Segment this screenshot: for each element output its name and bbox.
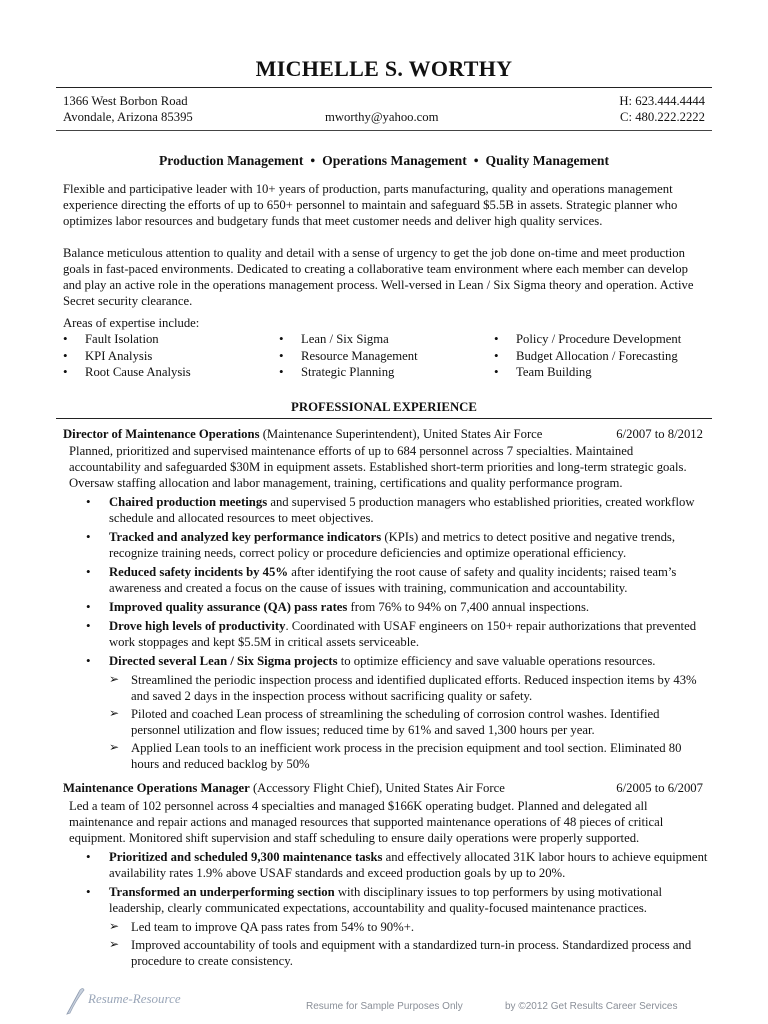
job-1-bullet — [85, 599, 708, 615]
arrow-right-icon: ➢ — [109, 937, 120, 951]
job-2-bullets — [85, 849, 708, 971]
bullet-text: from 76% to 94% on 7,400 annual inspections. — [347, 600, 590, 614]
expertise-item: • KPI Analysis — [63, 348, 191, 365]
job-1-header — [63, 426, 703, 442]
phone-home: H: 623.444.4444 — [619, 94, 705, 108]
phone-cell: C: 480.222.2222 — [620, 110, 705, 124]
section-rule — [56, 418, 712, 419]
expertise-item: • Lean / Six Sigma — [279, 331, 418, 348]
bullet-lead: Prioritized and scheduled 9,300 maintenance tasks — [109, 850, 383, 864]
headline-item-2: Operations Management — [322, 153, 467, 168]
sub-item-text: Led team to improve QA pass rates from 54% to 90%+. — [131, 920, 415, 934]
sub-item-text: Streamlined the periodic inspection process and identified duplicated efforts. Reduced inspection items by 43% and saved 2 days in the inspection process without sacrificing quality or safety. — [131, 673, 697, 703]
summary-paragraph-1 — [63, 181, 708, 229]
candidate-name: MICHELLE S. WORTHY — [255, 56, 513, 81]
headline-separator: • — [310, 153, 316, 168]
job-1-title: Director of Maintenance Operations — [63, 427, 260, 441]
bullet-lead: Drove high levels of productivity — [109, 619, 286, 633]
address-line2: Avondale, Arizona 85395 — [63, 110, 193, 124]
expertise-label: Areas of expertise include: — [63, 316, 200, 330]
phones — [619, 93, 705, 125]
job-1-summary: Planned, prioritized and supervised maintenance efforts of up to 684 personnel across 7 specialties. Maintained accountability and safeguarded $30M in equipment assets. Established short-term priorities and long-term strategic goals. Oversaw staffing allocation and labor management, training, certifications and quality performance program. — [69, 444, 687, 490]
bullet-lead: Chaired production meetings — [109, 495, 268, 509]
job-2-title: Maintenance Operations Manager — [63, 781, 250, 795]
headline-item-1: Production Management — [159, 153, 304, 168]
job-1-bullet — [85, 618, 708, 650]
logo-text: Resume-Resource — [88, 991, 181, 1006]
bullet-lead: Improved quality assurance (QA) pass rates — [109, 600, 348, 614]
footer-copyright: by ©2012 Get Results Career Services — [505, 1001, 678, 1012]
email[interactable]: mworthy@yahoo.com — [325, 110, 439, 124]
expertise-item: • Strategic Planning — [279, 364, 418, 381]
bullet-text: (KPIs) and metrics to detect positive and negative trends, recognize training needs, correct policy or procedure deficiencies and optimize operational efficiency. — [109, 530, 676, 560]
expertise-column-1 — [63, 331, 191, 381]
bullet-lead: Directed several Lean / Six Sigma projects — [109, 654, 338, 668]
bullet-text: after identifying the root cause of safety and quality incidents; raised team’s awareness and created a focus on the cause of issues with training, communication and accountability. — [109, 565, 677, 595]
headline-separator: • — [473, 153, 479, 168]
resume-resource-logo — [64, 986, 204, 1016]
bullet-text: and effectively allocated 31K labor hours to achieve equipment availability rates 1.9% above USAF standards and exceed production goals by up to 20%. — [109, 850, 708, 880]
page-footer — [0, 991, 768, 1018]
job-1-employer: (Maintenance Superintendent), United States Air Force — [259, 427, 543, 441]
sub-item-text: Piloted and coached Lean process of streamlining the scheduling of corrosion control washes. Identified personnel utilization and flow issues; reduced time by 61% and saved 1,300 hours per year. — [131, 707, 660, 737]
job-2-dates: 6/2005 to 6/2007 — [616, 781, 703, 795]
headline-item-3: Quality Management — [485, 153, 609, 168]
job-2-sub-item — [85, 919, 708, 935]
job-1-sub-item — [85, 740, 708, 772]
expertise-item: • Fault Isolation — [63, 331, 191, 348]
sub-item-text: Applied Lean tools to an inefficient work process in the precision equipment and tool section. Eliminated 80 hours and reduced backlog by 50% — [131, 741, 682, 771]
job-1-bullet — [85, 653, 708, 669]
job-2-employer: (Accessory Flight Chief), United States Air Force — [249, 781, 505, 795]
header-rule-bottom — [56, 130, 712, 131]
contact-block — [63, 93, 705, 127]
job-1-sub-item — [85, 706, 708, 738]
bullet-text: . Coordinated with USAF engineers on 150+ repair authorizations that prevented work stoppages and kept $5.5M in critical assets serviceable. — [109, 619, 697, 649]
expertise-column-2 — [279, 331, 418, 381]
expertise-item: • Budget Allocation / Forecasting — [494, 348, 681, 365]
arrow-right-icon: ➢ — [109, 740, 120, 754]
bullet-lead: Transformed an underperforming section — [109, 885, 335, 899]
bullet-text: with disciplinary issues to top performers by using motivational leadership, clearly communicated expectations, accountability and quality-focused maintenance practices. — [109, 885, 663, 915]
job-2-header — [63, 780, 703, 796]
job-2-summary: Led a team of 102 personnel across 4 specialties and managed $166K operating budget. Planned and delegated all maintenance and repair actions and managed resources that supported maintenance operations of 48 pieces of critical equipment. Monitored shift supervision and staff scheduling to ensure daily operations were properly supported. — [69, 799, 664, 845]
job-1-dates: 6/2007 to 8/2012 — [616, 427, 703, 441]
arrow-right-icon: ➢ — [109, 706, 120, 720]
job-1-bullet — [85, 564, 708, 596]
summary-paragraph-2 — [63, 245, 708, 309]
job-2-bullet — [85, 884, 708, 916]
job-1-bullets — [85, 494, 708, 774]
section-title-experience: PROFESSIONAL EXPERIENCE — [291, 400, 477, 414]
bullet-text: to optimize efficiency and save valuable operations resources. — [337, 654, 656, 668]
job-2-bullet — [85, 849, 708, 881]
expertise-item: • Root Cause Analysis — [63, 364, 191, 381]
header-rule-top — [56, 87, 712, 88]
arrow-right-icon: ➢ — [109, 919, 120, 933]
job-1-bullet — [85, 494, 708, 526]
address — [63, 93, 193, 125]
headline — [0, 153, 768, 169]
bullet-lead: Tracked and analyzed key performance indicators — [109, 530, 382, 544]
expertise-item: • Policy / Procedure Development — [494, 331, 681, 348]
expertise-item: • Team Building — [494, 364, 681, 381]
expertise-item: • Resource Management — [279, 348, 418, 365]
quill-pen-icon — [64, 986, 86, 1016]
expertise-column-3 — [494, 331, 681, 381]
bullet-text: and supervised 5 production managers who established priorities, created workflow schedule and allocated resources to meet objectives. — [109, 495, 695, 525]
arrow-right-icon: ➢ — [109, 672, 120, 686]
job-1-bullet — [85, 529, 708, 561]
footer-disclaimer: Resume for Sample Purposes Only — [306, 1001, 463, 1012]
job-2-sub-item — [85, 937, 708, 969]
summary-text-1: Flexible and participative leader with 10+ years of production, parts manufacturing, quality and operations management experience directing the efforts of up to 650+ personnel to maintain and safeguard $5.5B in assets. Strategic planner who optimizes labor resources and budgetary funds that meet customer needs and deliver high quality services. — [63, 182, 678, 228]
sub-item-text: Improved accountability of tools and equipment with a standardized turn-in process. Standardized process and procedure to create consistency. — [131, 938, 692, 968]
address-line1: 1366 West Borbon Road — [63, 94, 188, 108]
summary-text-2: Balance meticulous attention to quality and detail with a sense of urgency to get the job done on-time and meet production goals in fast-paced environments. Dedicated to creating a collaborative team environment where each member can develop and play an active role in the operations management process. Well-versed in Lean / Six Sigma theory and operation. Active Secret security clearance. — [63, 246, 694, 308]
job-1-sub-item — [85, 672, 708, 704]
bullet-lead: Reduced safety incidents by 45% — [109, 565, 289, 579]
